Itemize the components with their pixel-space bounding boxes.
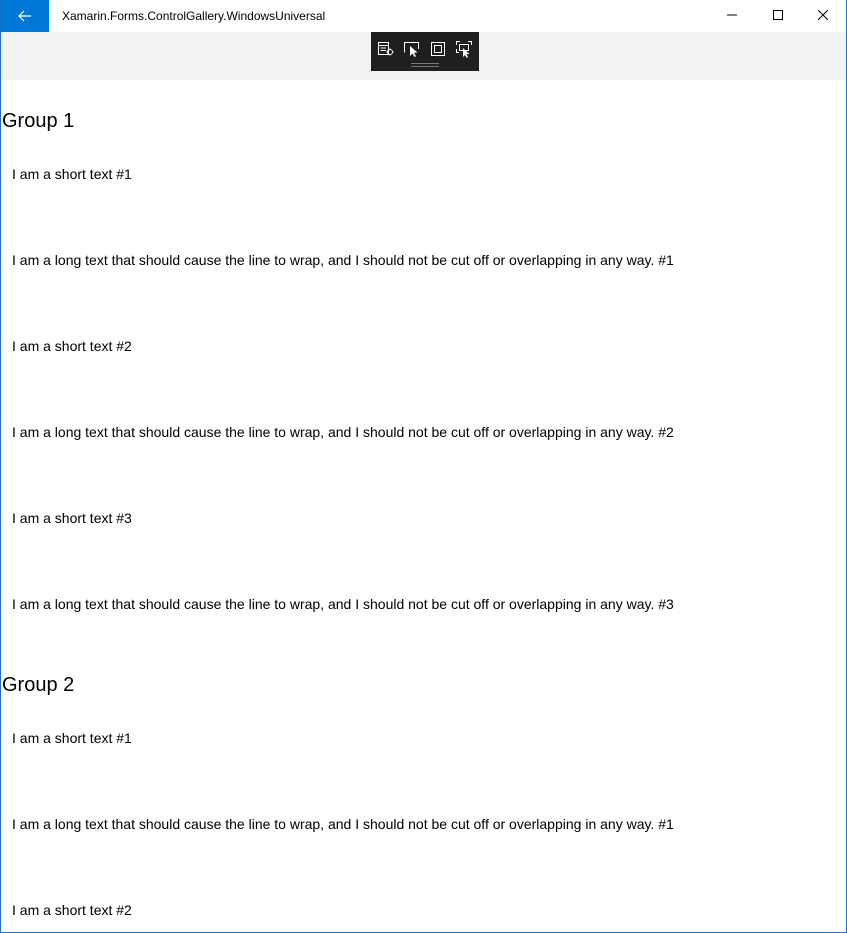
- display-layout-adorners-button[interactable]: [427, 38, 449, 60]
- maximize-icon: [773, 7, 783, 25]
- list-item[interactable]: I am a long text that should cause the line to wrap, and I should not be cut off or overlapping in any way. #2: [12, 424, 674, 440]
- track-focused-element-button[interactable]: [453, 38, 475, 60]
- arrow-left-icon: [18, 10, 32, 22]
- list-item[interactable]: I am a long text that should cause the line to wrap, and I should not be cut off or overlapping in any way. #3: [12, 596, 674, 612]
- grouped-list-view[interactable]: [1, 80, 846, 933]
- track-focused-element-icon: [455, 40, 473, 58]
- select-element-button[interactable]: [401, 38, 423, 60]
- display-layout-adorners-icon: [429, 40, 447, 58]
- toolbar-grip[interactable]: [411, 63, 439, 67]
- group-header: Group 2: [2, 674, 75, 696]
- minimize-button[interactable]: [709, 0, 755, 32]
- list-item[interactable]: I am a long text that should cause the line to wrap, and I should not be cut off or overlapping in any way. #1: [12, 252, 674, 268]
- back-button[interactable]: [1, 0, 49, 32]
- live-visual-tree-button[interactable]: [375, 38, 397, 60]
- list-item[interactable]: I am a short text #2: [12, 902, 132, 918]
- maximize-button[interactable]: [755, 0, 801, 32]
- debug-toolbar: [371, 32, 479, 71]
- group-header: Group 1: [2, 110, 75, 132]
- title-bar: [1, 0, 846, 32]
- list-item[interactable]: I am a long text that should cause the line to wrap, and I should not be cut off or overlapping in any way. #1: [12, 816, 674, 832]
- toolbar-band: [1, 32, 846, 80]
- close-icon: [818, 7, 828, 25]
- list-item[interactable]: I am a short text #1: [12, 166, 132, 182]
- list-item[interactable]: I am a short text #3: [12, 510, 132, 526]
- select-element-icon: [403, 40, 421, 58]
- live-visual-tree-icon: [377, 40, 395, 58]
- minimize-icon: [727, 7, 737, 25]
- close-button[interactable]: [800, 0, 846, 32]
- list-item[interactable]: I am a short text #1: [12, 730, 132, 746]
- window-title: Xamarin.Forms.ControlGallery.WindowsUniversal: [62, 9, 326, 23]
- list-item[interactable]: I am a short text #2: [12, 338, 132, 354]
